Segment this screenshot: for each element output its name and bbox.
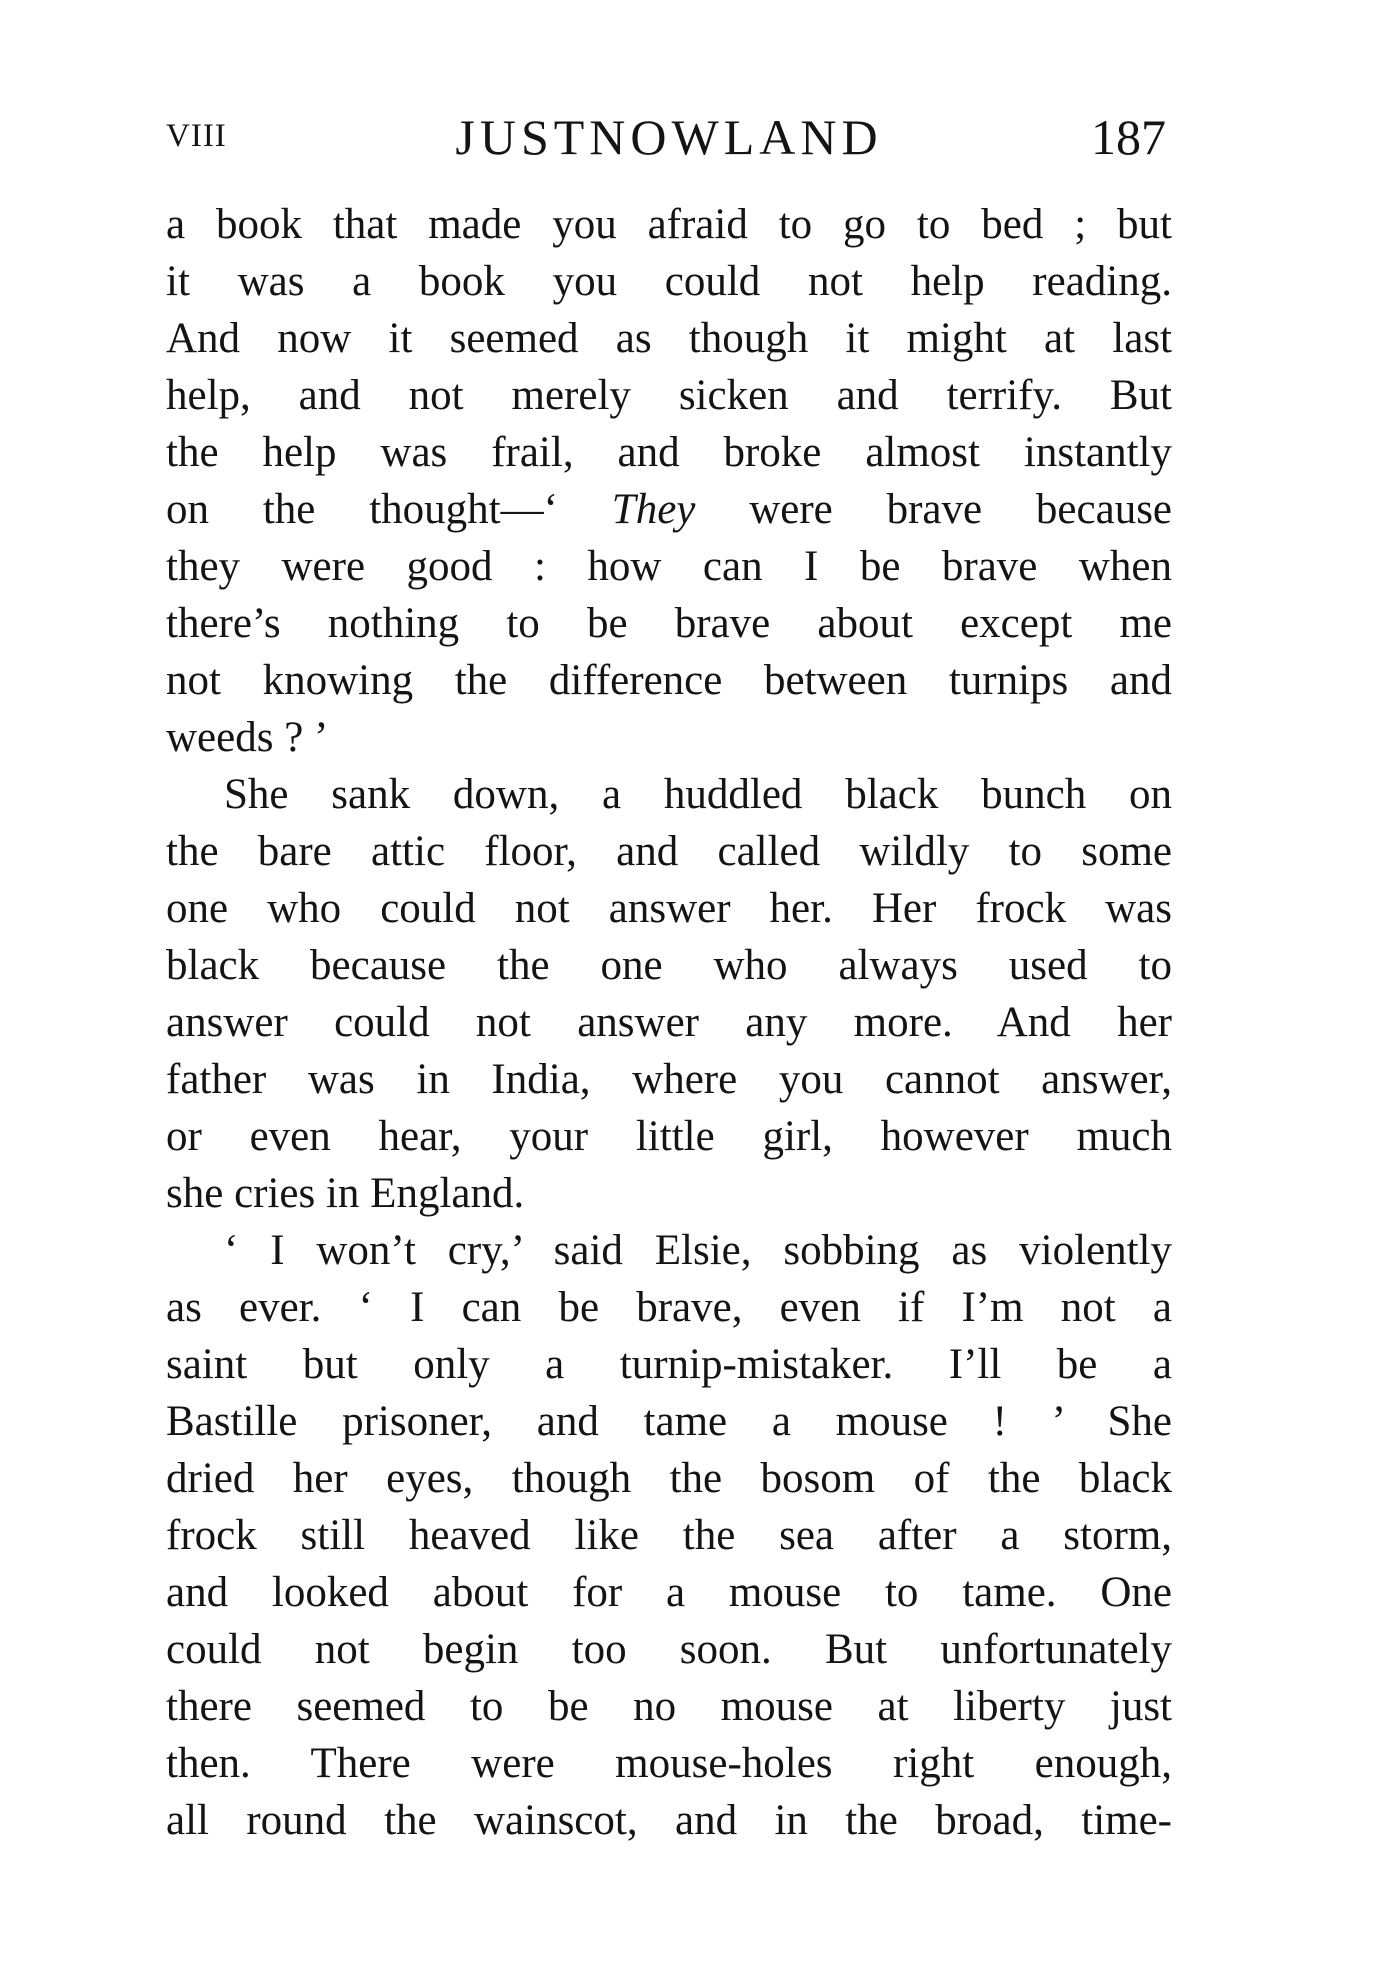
text-line: they were good : how can I be brave when (166, 543, 1172, 590)
text-line: the help was frail, and broke almost instantly (166, 429, 1172, 476)
italic-text: They (611, 486, 696, 533)
text-line (166, 481, 1172, 538)
text-segment: were brave because (695, 486, 1173, 533)
text-line: there seemed to be no mouse at liberty just (166, 1683, 1172, 1730)
text-line: she cries in England. (166, 1170, 525, 1217)
text-line: could not begin too soon. But unfortunately (166, 1626, 1172, 1673)
running-head (166, 104, 1172, 174)
text-line: And now it seemed as though it might at last (166, 315, 1172, 362)
text-line: frock still heaved like the sea after a storm, (166, 1512, 1172, 1559)
text-line: as ever. ‘ I can be brave, even if I’m not a (166, 1284, 1172, 1331)
chapter-number: VIII (166, 118, 227, 154)
text-line: there’s nothing to be brave about except me (166, 600, 1172, 647)
text-line: Bastille prisoner, and tame a mouse ! ’ She (166, 1398, 1172, 1445)
text-line: dried her eyes, though the bosom of the black (166, 1455, 1172, 1502)
text-line: help, and not merely sicken and terrify. But (166, 372, 1172, 419)
text-line: answer could not answer any more. And her (166, 999, 1172, 1046)
text-line: father was in India, where you cannot answer, (166, 1056, 1172, 1103)
text-line: it was a book you could not help reading. (166, 258, 1172, 305)
text-line: one who could not answer her. Her frock was (166, 885, 1172, 932)
text-line: then. There were mouse-holes right enough, (166, 1740, 1172, 1787)
text-line: a book that made you afraid to go to bed ; but (166, 201, 1172, 248)
text-line: ‘ I won’t cry,’ said Elsie, sobbing as violently (224, 1227, 1172, 1274)
text-line: saint but only a turnip-mistaker. I’ll be a (166, 1341, 1172, 1388)
text-line: all round the wainscot, and in the broad, time- (166, 1797, 1172, 1844)
text-line: weeds ? ’ (166, 714, 329, 761)
text-line: or even hear, your little girl, however much (166, 1113, 1172, 1160)
text-segment: on the thought—‘ (166, 486, 612, 533)
body-text (166, 196, 1172, 1849)
page-number: 187 (1091, 109, 1166, 165)
text-line: She sank down, a huddled black bunch on (224, 771, 1172, 818)
text-line: black because the one who always used to (166, 942, 1172, 989)
text-line: not knowing the difference between turnips and (166, 657, 1172, 704)
text-line: the bare attic floor, and called wildly to some (166, 828, 1172, 875)
text-line: and looked about for a mouse to tame. One (166, 1569, 1172, 1616)
running-title: JUSTNOWLAND (455, 109, 883, 165)
